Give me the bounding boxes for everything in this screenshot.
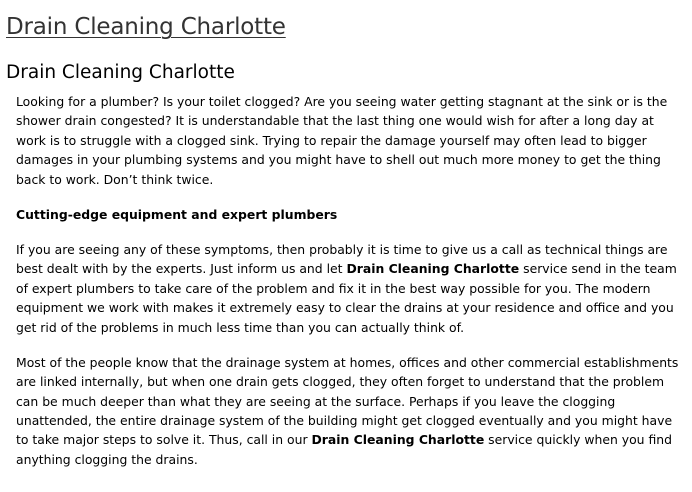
post-title: Drain Cleaning Charlotte (6, 62, 235, 83)
site-title-link[interactable]: Drain Cleaning Charlotte (6, 14, 286, 40)
services-paragraph (16, 240, 680, 337)
intro-paragraph: Looking for a plumber? Is your toilet clogged? Are you seeing water getting stagnant at the sink or is the shower drain congested? It is understandable that the last thing one would wish for after a long day at work is to struggle with a clogged sink. Trying to repair the damage yourself may often lead to bigger damages in your plumbing systems and you might have to shell out much more money to get the thing back to work. Don’t think twice. (16, 94, 668, 187)
drainage-paragraph-text-end: service quickly when you find anything clogging the drains. (16, 432, 672, 467)
drainage-paragraph-text-start: Most of the people know that the drainage system at homes, offices and other commercial establishments are linked internally, but when one drain gets clogged, they often forget to understand that the problem can be much deeper than what they are seeing at the surface. Perhaps if you leave the clogging unattended, the entire drainage system of the building might get clogged eventually and you might have to take major steps to solve it. Thus, call in our (16, 354, 679, 448)
services-paragraph-text-start: If you are seeing any of these symptoms, then probably it is time to give us a call as technical things are best dealt with by the experts. Just inform us and let (16, 242, 668, 277)
services-paragraph-brand: Drain Cleaning Charlotte (346, 261, 520, 277)
drainage-paragraph-brand: Drain Cleaning Charlotte (311, 432, 485, 448)
post-content (16, 92, 680, 469)
services-paragraph-text-end: service send in the team of expert plumbers to take care of the problem and fix it in the best way possible for you. The modern equipment we work with makes it extremely easy to clear the drains at your residence and office and you get rid of the problems in much less time than you can actually think of. (16, 261, 677, 335)
site-title (6, 12, 286, 42)
drainage-paragraph (16, 353, 680, 469)
section-subheading: Cutting-edge equipment and expert plumbers (16, 206, 338, 222)
